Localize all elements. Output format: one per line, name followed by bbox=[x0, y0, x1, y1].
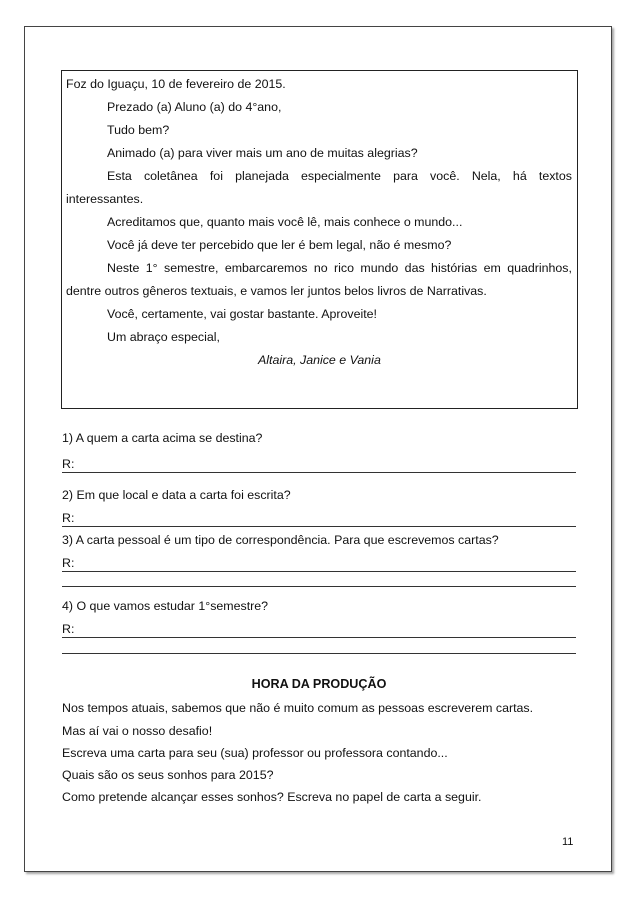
letter-para-semestre bbox=[107, 261, 572, 276]
answer-label: R: bbox=[62, 457, 75, 471]
letter-greeting: Prezado (a) Aluno (a) do 4°ano, bbox=[107, 100, 282, 114]
letter-line-gostar: Você, certamente, vai gostar bastante. Aproveite! bbox=[107, 307, 377, 321]
word: quadrinhos, bbox=[507, 261, 572, 275]
word: você. bbox=[430, 169, 460, 183]
letter-line-tudo-bem: Tudo bem? bbox=[107, 123, 170, 137]
word: 1° bbox=[145, 261, 158, 275]
answer-line[interactable] bbox=[62, 571, 576, 572]
letter-line-acreditamos: Acreditamos que, quanto mais você lê, mais conhece o mundo... bbox=[107, 215, 463, 229]
word: para bbox=[393, 169, 418, 183]
word: no bbox=[313, 261, 328, 275]
answer-line[interactable] bbox=[62, 586, 576, 587]
word: das bbox=[404, 261, 425, 275]
word: semestre, bbox=[164, 261, 219, 275]
production-line: Mas aí vai o nosso desafio! bbox=[62, 724, 213, 738]
word: coletânea bbox=[143, 169, 198, 183]
answer-label: R: bbox=[62, 622, 75, 636]
word: foi bbox=[209, 169, 223, 183]
production-line: Nos tempos atuais, sabemos que não é muito comum as pessoas escreverem cartas. bbox=[62, 701, 534, 715]
word: rico bbox=[334, 261, 354, 275]
answer-line[interactable] bbox=[62, 526, 576, 527]
word: planejada bbox=[235, 169, 289, 183]
word: Nela, bbox=[471, 169, 501, 183]
answer-line[interactable] bbox=[62, 637, 576, 638]
answer-label: R: bbox=[62, 556, 75, 570]
word: em bbox=[483, 261, 501, 275]
answer-line[interactable] bbox=[62, 472, 576, 473]
letter-place-date: Foz do Iguaçu, 10 de fevereiro de 2015. bbox=[66, 77, 286, 91]
question-1: 1) A quem a carta acima se destina? bbox=[62, 431, 263, 445]
word: Neste bbox=[107, 261, 140, 275]
word: Esta bbox=[107, 169, 132, 183]
answer-label: R: bbox=[62, 511, 75, 525]
page-number: 11 bbox=[562, 836, 574, 848]
letter-line-percebido: Você já deve ter percebido que ler é bem legal, não é mesmo? bbox=[107, 238, 452, 252]
letter-signature: Altaira, Janice e Vania bbox=[258, 353, 381, 367]
answer-line[interactable] bbox=[62, 653, 576, 654]
production-line: Escreva uma carta para seu (sua) professor ou professora contando... bbox=[62, 746, 448, 760]
question-4: 4) O que vamos estudar 1°semestre? bbox=[62, 599, 269, 613]
word: há bbox=[512, 169, 527, 183]
question-3: 3) A carta pessoal é um tipo de correspondência. Para que escrevemos cartas? bbox=[62, 533, 499, 547]
question-2: 2) Em que local e data a carta foi escrita? bbox=[62, 488, 291, 502]
letter-para-coletanea-end: interessantes. bbox=[66, 192, 144, 206]
production-line: Quais são os seus sonhos para 2015? bbox=[62, 768, 274, 782]
production-line: Como pretende alcançar esses sonhos? Escreva no papel de carta a seguir. bbox=[62, 790, 482, 804]
word: especialmente bbox=[301, 169, 381, 183]
letter-para-coletanea bbox=[107, 169, 572, 184]
word: embarcaremos bbox=[224, 261, 308, 275]
word: histórias bbox=[431, 261, 478, 275]
letter-line-animado: Animado (a) para viver mais um ano de muitas alegrias? bbox=[107, 146, 418, 160]
section-heading: HORA DA PRODUÇÃO bbox=[251, 677, 387, 691]
letter-para-semestre-end: dentre outros gêneros textuais, e vamos ler juntos belos livros de Narrativas. bbox=[66, 284, 487, 298]
word: mundo bbox=[360, 261, 399, 275]
letter-line-abraco: Um abraço especial, bbox=[107, 330, 220, 344]
word: textos bbox=[538, 169, 572, 183]
